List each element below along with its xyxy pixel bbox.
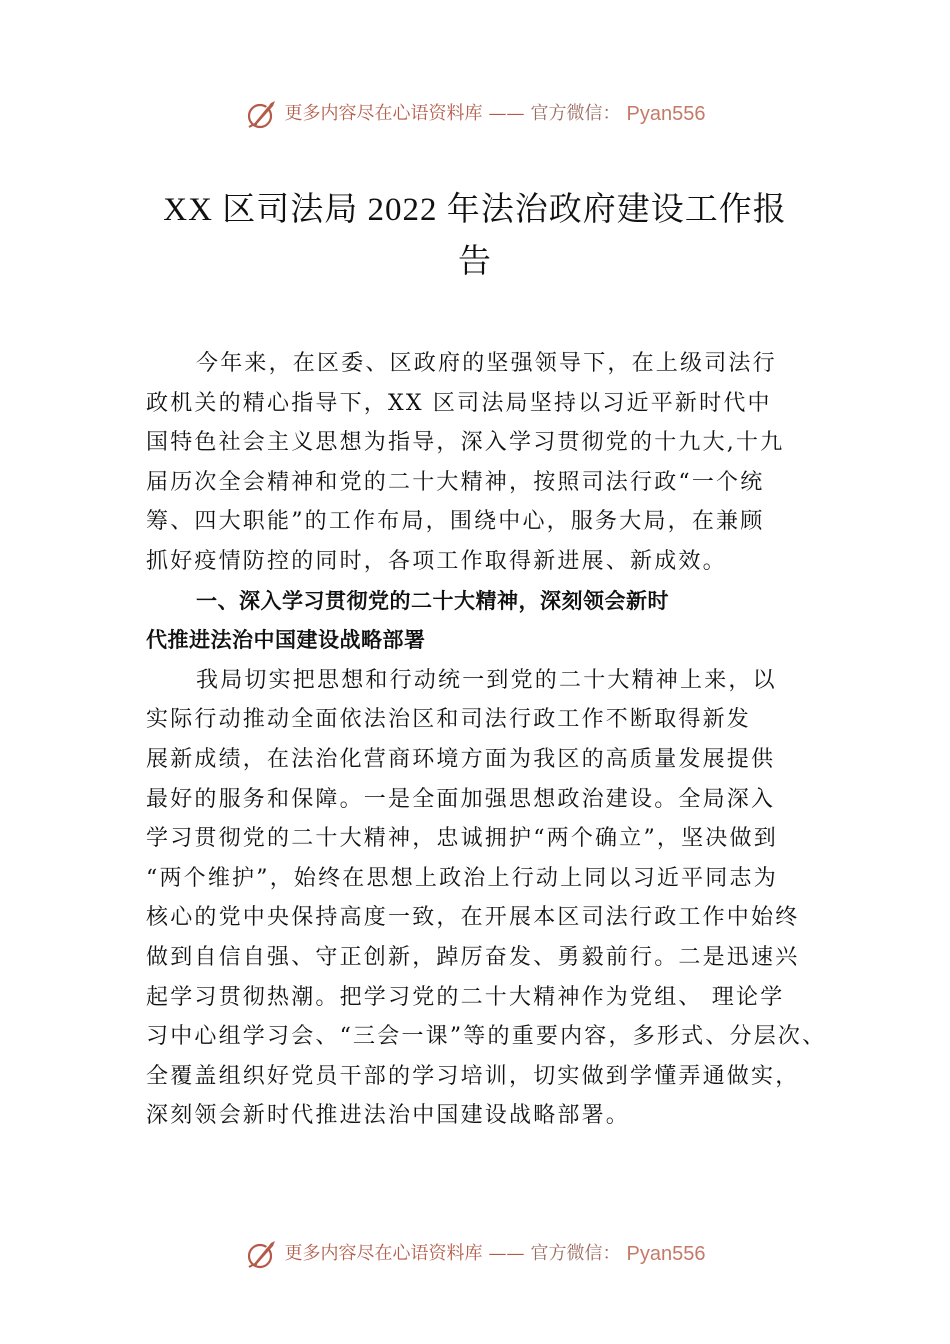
- header-banner: [0, 94, 950, 134]
- section-heading: 一、深入学习贯彻党的二十大精神，深刻领会新时: [196, 588, 669, 613]
- paragraph-line: 核心的党中央保持高度一致，在开展本区司法行政工作中始终: [146, 905, 800, 931]
- title-line-1: XX 区司法局 2022 年法治政府建设工作报: [163, 192, 787, 228]
- paragraph-line: 抓好疫情防控的同时，各项工作取得新进展、新成效。: [146, 548, 727, 574]
- paragraph-line: 学习贯彻党的二十大精神，忠诚拥护“两个确立”，坚决做到: [146, 826, 778, 852]
- section-heading: 代推进法治中国建设战略部署: [146, 628, 426, 653]
- paragraph-line: 深刻领会新时代推进法治中国建设战略部署。: [146, 1103, 631, 1129]
- banner-wechat-label: 官方微信：: [530, 103, 621, 124]
- paragraph-line: “两个维护”，始终在思想上政治上行动上同以习近平同志为: [146, 865, 778, 891]
- paragraph-line: 国特色社会主义思想为指导，深入学习贯彻党的十九大,十九: [146, 430, 785, 456]
- banner-text: 更多内容尽在心语资料库: [284, 103, 483, 124]
- paragraph-line: 实际行动推动全面依法治区和司法行政工作不断取得新发: [146, 707, 752, 733]
- paragraph-line: 做到自信自强、守正创新，踔厉奋发、勇毅前行。二是迅速兴: [146, 944, 800, 970]
- banner-wechat-id: Pyan556: [626, 1243, 706, 1265]
- banner-wechat-id: Pyan556: [626, 103, 706, 125]
- paragraph-line: 习中心组学习会、“三会一课”等的重要内容，多形式、分层次、: [146, 1024, 827, 1050]
- quill-pen-logo-icon: [245, 1237, 279, 1271]
- document-body: [146, 344, 836, 1136]
- banner-separator: ——: [488, 103, 525, 124]
- banner-text: 更多内容尽在心语资料库: [284, 1243, 483, 1264]
- quill-pen-logo-icon: [245, 97, 279, 131]
- footer-banner: [0, 1234, 950, 1274]
- banner-separator: ——: [488, 1243, 525, 1264]
- paragraph-line: 我局切实把思想和行动统一到党的二十大精神上来，以: [196, 667, 777, 693]
- title-line-2: 告: [458, 244, 492, 280]
- paragraph-line: 展新成绩，在法治化营商环境方面为我区的高质量发展提供: [146, 746, 776, 772]
- paragraph-line: 筹、四大职能”的工作布局，围绕中心，服务大局，在兼顾: [146, 509, 765, 535]
- paragraph-line: 政机关的精心指导下，XX 区司法局坚持以习近平新时代中: [146, 390, 772, 416]
- paragraph-line: 起学习贯彻热潮。把学习党的二十大精神作为党组、 理论学: [146, 984, 785, 1010]
- document-title: [140, 184, 810, 288]
- paragraph-line: 最好的服务和保障。一是全面加强思想政治建设。全局深入: [146, 786, 776, 812]
- banner-wechat-label: 官方微信：: [530, 1243, 621, 1264]
- paragraph-line: 全覆盖组织好党员干部的学习培训，切实做到学懂弄通做实，: [146, 1063, 800, 1089]
- paragraph-line: 届历次全会精神和党的二十大精神，按照司法行政“一个统: [146, 469, 765, 495]
- paragraph-line: 今年来，在区委、区政府的坚强领导下，在上级司法行: [196, 351, 777, 376]
